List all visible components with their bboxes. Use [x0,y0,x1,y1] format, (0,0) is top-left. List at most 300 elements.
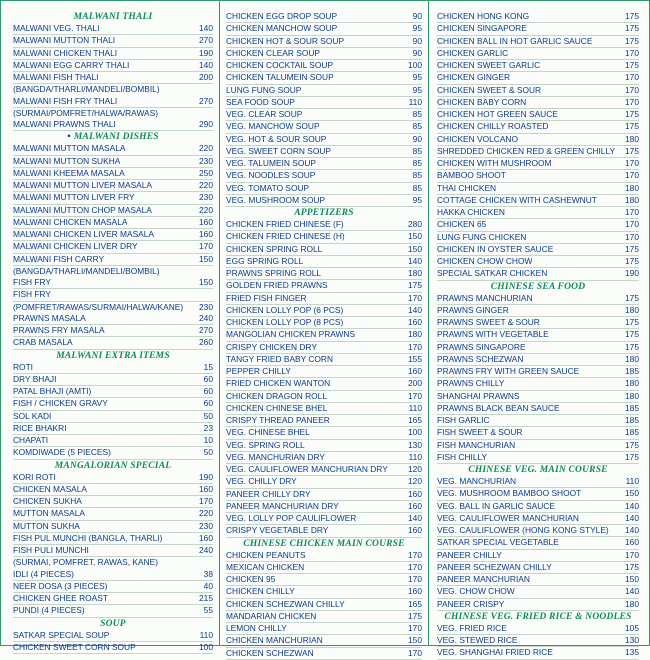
menu-item-name: SOL KADI [13,410,52,421]
menu-item-name: CHAPATI [13,435,49,445]
menu-item-name: (SURMAI, POMFRET, RAWAS, KANE) [13,557,159,568]
menu-item-name: CHICKEN CLEAR SOUP [226,47,321,58]
menu-item-price: 160 [199,532,213,543]
menu-item [13,325,213,337]
section-heading [226,207,422,219]
menu-item [226,329,422,341]
menu-item-price: 180 [625,133,639,144]
menu-item-price: 100 [199,641,213,652]
menu-item [13,605,213,617]
menu-item-name: MALWANI MUTTON LIVER MASALA [13,180,152,190]
menu-item [13,374,213,386]
menu-item-price: 180 [625,390,639,401]
menu-item-name: PUNDI (4 PIECES) [13,605,85,616]
menu-item-price: 270 [199,325,213,335]
section-heading-text: CHINESE SEA FOOD [490,281,586,292]
menu-item-name: PEPPER CHILLY [226,366,292,376]
menu-item [437,146,639,158]
menu-item-price: 90 [412,133,422,144]
menu-item-name: PRAWNS FRY WITH GREEN SAUCE [437,366,580,376]
section-heading [13,618,213,630]
section-heading [437,281,639,293]
menu-item [226,427,422,439]
menu-item-price: 170 [408,647,422,658]
menu-item [13,35,213,47]
menu-item [437,647,639,659]
menu-item-name: CHICKEN MANCHOW SOUP [226,23,338,34]
menu-item [437,574,639,586]
menu-item-name: VEG. FRIED RICE [437,622,507,633]
menu-item-name: MALWANI EGG CARRY THALI [13,59,130,70]
menu-item-price: 175 [625,292,639,303]
menu-item-price: 85 [412,182,422,193]
menu-item [226,158,422,170]
section-heading-text: MALWANI DISHES [73,132,159,143]
menu-item-name: CHICKEN SCHEZWAN [226,647,314,658]
menu-item-name: CHICKEN 65 [437,219,487,230]
menu-item-price: 170 [625,96,639,107]
menu-item [437,170,639,182]
menu-item [437,158,639,170]
menu-item [226,219,422,231]
menu-item-price: 180 [408,329,422,340]
menu-item-price: 100 [408,60,422,70]
menu-item-name: MANDARIAN CHICKEN [226,610,317,621]
menu-column-2 [220,1,429,658]
menu-item-name: VEG. CLEAR SOUP [226,109,303,119]
menu-item [437,415,639,427]
menu-item [437,48,639,60]
menu-item-name: PRAWNS GINGER [437,304,509,315]
menu-item-name: PRAWNS SWEET & SOUR [437,317,540,327]
menu-item [13,411,213,423]
menu-item-price: 180 [625,194,639,205]
menu-item-name: CHICKEN SINGAPORE [437,23,527,34]
menu-item-price: 175 [625,317,639,327]
menu-item [13,229,213,241]
menu-item-price: 180 [625,598,639,609]
menu-item [226,464,422,476]
menu-item-price: 105 [625,622,639,633]
menu-item-name: PATAL BHAJI (AMTI) [13,386,92,396]
menu-item-note [13,557,213,568]
menu-item-price: 220 [199,508,213,519]
menu-item-price: 85 [412,109,422,119]
menu-item-name: VEG. MUSHROOM BAMBOO SHOOT [437,488,582,499]
menu-item-name: CHICKEN CHILLY ROASTED [437,121,549,132]
menu-item-note [13,266,213,277]
menu-item [13,533,213,545]
menu-item [226,97,422,109]
menu-item-price: 140 [625,525,639,535]
section-heading-text: MANGALORIAN SPECIAL [54,460,172,471]
menu-column-1 [1,1,220,652]
menu-item [13,168,213,180]
menu-item [13,484,213,496]
menu-item-name: CHICKEN GINGER [437,72,511,83]
menu-item-price: 220 [199,143,213,154]
menu-item-name: MALWANI CHICKEN THALI [13,47,118,58]
menu-item [226,36,422,48]
menu-item-price: 110 [408,451,422,462]
menu-item [437,525,639,537]
menu-item-name: CHICKEN SUKHA [13,496,82,506]
menu-item-name: VEG. MANCHOW SOUP [226,121,320,132]
menu-item [437,317,639,329]
menu-item-name: VEG. TOMATO SOUP [226,182,310,193]
menu-item-name: CHICKEN CHINESE BHEL [226,402,328,413]
menu-item-price: 190 [199,471,213,482]
menu-item-name: CHICKEN BALL IN HOT GARLIC SAUCE [437,35,593,46]
menu-item-price: 170 [625,47,639,58]
menu-item-price: 160 [408,488,422,499]
menu-item-price: 170 [199,496,213,506]
menu-item-price: 160 [408,500,422,511]
menu-item-price: 170 [408,561,422,572]
menu-item-name: CHICKEN EGG DROP SOUP [226,11,338,21]
menu-item [437,36,639,48]
menu-item [226,623,422,635]
section-heading [226,538,422,550]
menu-item-price: 140 [199,59,213,70]
menu-item [226,611,422,623]
menu-item-price: 50 [203,447,213,458]
menu-item [226,305,422,317]
menu-item-price: 140 [408,255,422,266]
menu-item-price: 250 [199,167,213,178]
menu-item-name: SATKAR SPECIAL VEGETABLE [437,537,559,548]
menu-item [437,268,639,280]
menu-item-name: MALWANI KHEEMA MASALA [13,167,125,178]
menu-item-name: VEG. SPRING ROLL [226,439,305,450]
menu-item [226,342,422,354]
menu-item [226,440,422,452]
menu-item-name: CHICKEN LOLLY POP (8 PCS) [226,317,344,327]
menu-item-name: FRIED CHICKEN WANTON [226,378,331,389]
menu-item-name: (POMFRET/RAWAS/SURMAI/HALWA/KANE) [13,301,184,312]
menu-item [13,48,213,60]
menu-item-name: VEG. SHANGHAI FRIED RICE [437,647,553,658]
menu-item-price: 110 [408,402,422,413]
menu-item-price: 160 [199,216,213,227]
menu-item-name: CHICKEN MANCHURIAN [226,635,323,646]
menu-item-price: 230 [199,301,213,312]
menu-item-price: 170 [408,574,422,584]
menu-item-price: 170 [408,549,422,560]
menu-item [437,109,639,121]
menu-item [437,134,639,146]
section-heading-text: CHINESE VEG. MAIN COURSE [468,465,608,475]
menu-item-price: 220 [199,180,213,190]
menu-item-price: 175 [625,243,639,254]
menu-item [226,170,422,182]
menu-item [13,60,213,72]
menu-item [437,97,639,109]
menu-item [226,280,422,292]
menu-item-name: PANEER CHILLY DRY [226,488,311,499]
menu-item-price: 200 [408,378,422,389]
menu-item-price: 175 [408,610,422,621]
menu-item-name: CHICKEN SCHEZWAN CHILLY [226,598,345,609]
menu-item-price: 60 [203,373,213,384]
menu-item-price: 240 [199,545,213,555]
menu-item-name: VEG. MANCHURIAN [437,476,517,486]
menu-item-name: MALWANI MUTTON MASALA [13,143,126,154]
menu-item-price: 130 [625,635,639,645]
menu-item [226,599,422,611]
menu-item [226,452,422,464]
menu-item-name: FISH MANCHURIAN [437,439,516,450]
menu-item-name: CHICKEN HOT & SOUR SOUP [226,35,345,46]
menu-item-name: CHICKEN HONG KONG [437,11,530,21]
menu-item-price: 150 [199,253,213,264]
menu-item-name: PRAWNS FRY MASALA [13,325,105,335]
menu-item-price: 165 [408,415,422,425]
menu-item-name: BAMBOO SHOOT [437,170,506,181]
menu-item-price: 175 [625,60,639,70]
menu-item [437,121,639,133]
menu-item-name: PANEER SCHEZWAN CHILLY [437,561,552,572]
menu-item-note [13,84,213,95]
menu-item [437,427,639,439]
menu-item-price: 230 [199,155,213,166]
menu-item [226,562,422,574]
menu-item-name: SATKAR SPECIAL SOUP [13,629,110,640]
menu-item [226,11,422,23]
menu-item [437,60,639,72]
menu-item [13,593,213,605]
menu-item-price: 90 [412,11,422,21]
menu-item-price: 85 [412,121,422,132]
menu-item-name: CHICKEN LOLLY POP (6 PCS) [226,304,344,315]
menu-item [437,635,639,647]
menu-item-price: 170 [408,292,422,303]
menu-item-name: PRAWNS SINGAPORE [437,341,526,352]
menu-item-price: 160 [408,317,422,327]
menu-item-price: 175 [625,439,639,450]
menu-item-name: IDLI (4 PIECES) [13,568,74,579]
menu-item-name: CHICKEN CHOW CHOW [437,256,533,266]
menu-item-name: SPECIAL SATKAR CHICKEN [437,268,548,279]
menu-item-price: 180 [408,268,422,278]
menu-item-price: 160 [625,537,639,548]
menu-item-name: CHICKEN TALUMEIN SOUP [226,72,334,83]
menu-item-price: 85 [412,158,422,168]
menu-item [13,447,213,459]
menu-item-name: EGG SPRING ROLL [226,255,304,266]
menu-item-name: VEG. CAULIFLOWER MANCHURIAN DRY [226,464,388,474]
menu-item-price: 140 [408,304,422,315]
menu-item [437,219,639,231]
menu-item-price: 60 [203,386,213,396]
menu-item-name: CRAB MASALA [13,337,73,348]
menu-item-name: FISH PULI MUNCHI [13,545,89,555]
menu-item-price: 85 [412,170,422,181]
menu-item-price: 175 [625,329,639,340]
menu-item [226,134,422,146]
menu-item-name: MUTTON MASALA [13,508,85,519]
menu-item [226,293,422,305]
menu-item [437,23,639,35]
menu-item-name: FISH FRY [13,277,52,287]
section-heading-text: MALWANI THALI [73,12,153,22]
menu-item-price: 175 [625,341,639,352]
menu-item [226,109,422,121]
menu-item-name: CHICKEN BABY CORN [437,96,527,107]
menu-item-name: SHREDDED CHICKEN RED & GREEN CHILLY [437,145,616,156]
menu-item-price: 140 [625,512,639,523]
menu-item-price: 140 [625,586,639,597]
menu-item-name: LUNG FUNG SOUP [226,84,302,95]
menu-item [226,146,422,158]
menu-item-price: 150 [625,488,639,499]
menu-item [437,305,639,317]
menu-item-name: CHICKEN COCKTAIL SOUP [226,60,334,70]
menu-item-price: 150 [199,277,213,287]
menu-item-price: 150 [408,231,422,242]
menu-item-price: 160 [199,483,213,494]
menu-item-price: 180 [625,353,639,364]
menu-item [13,23,213,35]
menu-item [13,581,213,593]
menu-item [13,96,213,108]
menu-item-name: CHICKEN VOLCANO [437,133,518,144]
menu-item-name: MALWANI MUTTON THALI [13,35,116,46]
menu-item [437,342,639,354]
menu-item-name: PANEER CHILLY [437,549,502,560]
menu-item-price: 185 [625,427,639,438]
menu-item-price: 170 [625,158,639,168]
menu-item [437,244,639,256]
menu-item-price: 140 [625,500,639,511]
menu-item-price: 185 [625,366,639,376]
menu-item [226,489,422,501]
menu-item-price: 170 [408,341,422,352]
section-heading [13,460,213,472]
menu-item-price: 270 [199,35,213,46]
menu-item-name: CHICKEN SWEET CORN SOUP [13,641,136,652]
menu-item [226,415,422,427]
menu-item-name: CRISPY CHICKEN DRY [226,341,317,352]
menu-item-name: KOMDIWADE (5 PIECES) [13,447,111,458]
section-heading [13,350,213,362]
menu-item-name: MALWANI FISH THALI [13,72,99,82]
menu-item [226,476,422,488]
menu-item-name: VEG. SWEET CORN SOUP [226,145,332,156]
menu-item [13,205,213,217]
menu-item-price: 140 [408,513,422,523]
menu-item-price: 130 [408,439,422,450]
menu-item-price: 175 [625,35,639,46]
menu-item-price: 185 [625,402,639,413]
menu-item [13,642,213,654]
menu-item-price: 90 [412,35,422,46]
menu-column-3 [429,1,650,658]
menu-item [437,11,639,23]
bullet-icon: • [67,132,71,143]
menu-item-name: VEG. LOLLY POP CAULIFLOWER [226,513,357,523]
menu-item-price: 215 [199,593,213,603]
menu-item-name: MALWANI MUTTON SUKHA [13,155,121,166]
menu-item-name: FISH / CHICKEN GRAVY [13,398,108,409]
menu-item-name: VEG. MANCHURIAN DRY [226,451,325,462]
menu-item-name: COTTAGE CHICKEN WITH CASHEWNUT [437,194,597,205]
menu-item-name: PANEER MANCHURIAN DRY [226,500,339,511]
menu-item-name: VEG. CHINESE BHEL [226,427,310,438]
menu-item-name: CHICKEN SWEET & SOUR [437,84,542,95]
menu-item [226,586,422,598]
menu-item-name: KORI ROTI [13,471,56,482]
menu-item-price: 200 [199,72,213,82]
menu-item-name: MALWANI FISH CARRY [13,253,105,264]
menu-item-price: 95 [412,72,422,83]
menu-item-price: 270 [199,95,213,106]
menu-item [226,244,422,256]
menu-item-price: 100 [408,427,422,438]
menu-item-price: 110 [408,96,422,107]
menu-item [437,391,639,403]
menu-item-price: 170 [625,207,639,217]
menu-item [437,256,639,268]
menu-item-name: PRAWNS BLACK BEAN SAUCE [437,402,560,413]
menu-item-name: CHICKEN 95 [226,574,276,584]
menu-item-name: MALWANI MUTTON LIVER FRY [13,192,135,203]
menu-item [13,496,213,508]
menu-item [437,599,639,611]
menu-item-name: CHICKEN HOT GREEN SAUCE [437,109,558,119]
menu-item-name: VEG. MUSHROOM SOUP [226,194,326,205]
menu-item-name: LUNG FUNG CHICKEN [437,231,527,242]
menu-item-price: 260 [199,337,213,348]
menu-item-price: 180 [625,304,639,315]
menu-item [13,337,213,349]
menu-item [13,508,213,520]
menu-item [226,317,422,329]
menu-item [13,423,213,435]
menu-item [13,386,213,398]
menu-item-name: VEG. CHOW CHOW [437,586,515,597]
menu-item-name: FISH PUL MUNCHI (BANGLA, THARLI) [13,532,163,543]
menu-item [437,183,639,195]
menu-item-name: (BANGDA/THARLI/MANDELI/BOMBIL) [13,265,160,276]
menu-item-price: 185 [625,415,639,425]
menu-item-name: MALWANI CHICKEN LIVER DRY [13,241,138,252]
menu-item [437,72,639,84]
menu-item [226,550,422,562]
menu-item [13,119,213,131]
menu-item [437,586,639,598]
menu-item [437,232,639,244]
menu-item-name: SHANGHAI PRAWNS [437,390,520,401]
section-heading-text: MALWANI EXTRA ITEMS [56,350,170,361]
menu-item-name: CHICKEN WITH MUSHROOM [437,158,552,168]
menu-item-price: 60 [203,398,213,409]
menu-item-price: 170 [625,231,639,242]
menu-item [226,256,422,268]
menu-item [13,435,213,447]
menu-item [226,23,422,35]
menu-item-price: 175 [625,23,639,34]
menu-item-name: DRY BHAJI [13,373,57,384]
section-heading [437,611,639,623]
section-heading-text: CHINESE VEG. FRIED RICE & NOODLES [444,611,632,622]
menu-item-price: 150 [408,635,422,646]
menu-item [437,562,639,574]
menu-item-name: VEG. CAULIFLOWER (HONG KONG STYLE) [437,525,609,535]
menu-item [226,183,422,195]
menu-item [437,623,639,635]
section-heading [437,464,639,476]
